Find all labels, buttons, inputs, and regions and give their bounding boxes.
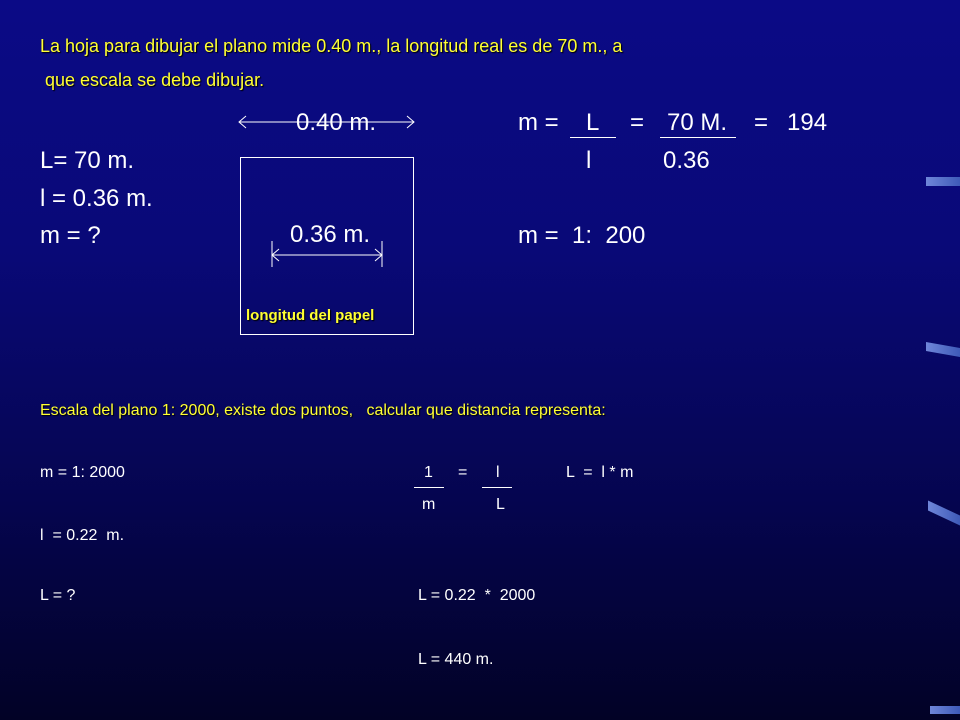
problem2-fraction-bar-1-m bbox=[414, 487, 444, 488]
formula-result: 194 bbox=[787, 109, 828, 136]
problem2-frac-L: L bbox=[496, 496, 505, 513]
problem2-calculation: L = 0.22 * 2000 bbox=[418, 587, 536, 604]
problem1-statement-line1: La hoja para dibujar el plano mide 0.40 m., la longitud real es de 70 m., a bbox=[40, 36, 623, 56]
decorative-bar-1 bbox=[926, 177, 960, 186]
fraction-bar-70-036 bbox=[660, 137, 736, 138]
formula-numerator-70: 70 M. bbox=[667, 109, 728, 136]
problem2-result: L = 440 m. bbox=[418, 651, 494, 668]
problem2-formula-L: L = l * m bbox=[566, 464, 634, 481]
formula-numerator-L: L bbox=[586, 109, 600, 136]
formula-denominator-l: l bbox=[586, 147, 592, 174]
problem2-frac-l: l bbox=[496, 464, 500, 481]
formula-denominator-036: 0.36 bbox=[663, 147, 710, 174]
formula-equals-2: = bbox=[630, 109, 645, 136]
problem2-frac-equals: = bbox=[458, 464, 468, 481]
paper-width-label: 0.40 m. bbox=[296, 109, 377, 136]
problem2-given-scale: m = 1: 2000 bbox=[40, 464, 125, 481]
decorative-bar-2 bbox=[926, 342, 960, 357]
problem2-frac-m: m bbox=[422, 496, 436, 513]
formula-equals-3: = bbox=[754, 109, 769, 136]
decorative-bar-3 bbox=[928, 501, 960, 526]
decorative-bar-4 bbox=[930, 706, 960, 714]
given-real-length: L= 70 m. bbox=[40, 147, 135, 174]
given-paper-length: l = 0.36 m. bbox=[40, 185, 153, 212]
paper-caption: longitud del papel bbox=[246, 307, 375, 324]
problem2-frac-1: 1 bbox=[424, 464, 433, 481]
paper-height-label: 0.36 m. bbox=[290, 221, 371, 248]
problem2-given-l: l = 0.22 m. bbox=[40, 527, 125, 544]
problem1-answer: m = 1: 200 bbox=[518, 222, 646, 249]
problem2-statement: Escala del plano 1: 2000, existe dos puntos, calcular que distancia representa: bbox=[40, 402, 606, 419]
problem2-fraction-bar-l-L bbox=[482, 487, 512, 488]
formula-m-equals: m = bbox=[518, 109, 559, 136]
given-scale-unknown: m = ? bbox=[40, 222, 101, 249]
fraction-bar-L-l bbox=[570, 137, 616, 138]
problem1-statement-line2: que escala se debe dibujar. bbox=[40, 70, 265, 90]
problem2-given-L: L = ? bbox=[40, 587, 76, 604]
